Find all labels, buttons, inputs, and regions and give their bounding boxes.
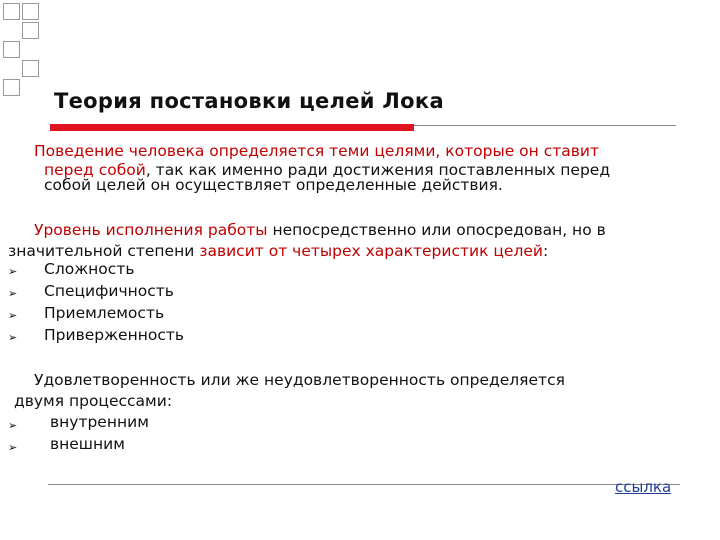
arrowhead-bullet-icon: ➢ bbox=[8, 309, 18, 322]
decor-square bbox=[22, 3, 39, 20]
para2-line2-start: значительной степени bbox=[8, 242, 200, 260]
decor-square bbox=[22, 60, 39, 77]
decor-square bbox=[3, 41, 20, 58]
arrowhead-bullet-icon: ➢ bbox=[8, 419, 18, 432]
link-reference[interactable]: ссылка bbox=[615, 478, 672, 496]
para3-line1: Удовлетворенность или же неудовлетворенность определяется bbox=[34, 371, 565, 389]
arrowhead-bullet-icon: ➢ bbox=[8, 441, 18, 454]
arrowhead-bullet-icon: ➢ bbox=[8, 265, 18, 278]
list-item: Приверженность bbox=[44, 326, 185, 344]
title-gray-line bbox=[414, 125, 676, 126]
list-item: Специфичность bbox=[44, 282, 174, 300]
para1-line2-text: , так как именно ради достижения поставленных перед bbox=[145, 161, 611, 179]
para1-red-phrase: перед собой bbox=[44, 161, 146, 179]
bottom-divider bbox=[48, 484, 680, 485]
arrowhead-bullet-icon: ➢ bbox=[8, 287, 18, 300]
para2-line2 bbox=[8, 240, 548, 262]
para2-red-phrase-2: зависит от четырех характеристик целей bbox=[199, 242, 543, 260]
decor-square bbox=[22, 22, 39, 39]
para3-line2: двумя процессами: bbox=[14, 392, 173, 410]
para2-line2-end: : bbox=[542, 242, 549, 260]
page-title: Теория постановки целей Лока bbox=[54, 89, 444, 113]
para2-line1-text: непосредственно или опосредован, но в bbox=[267, 221, 606, 239]
list-item: Приемлемость bbox=[44, 304, 165, 322]
title-red-bar bbox=[50, 124, 414, 131]
list-item: Сложность bbox=[44, 260, 135, 278]
arrowhead-bullet-icon: ➢ bbox=[8, 331, 18, 344]
para2-line1 bbox=[34, 219, 606, 241]
list-item: внутренним bbox=[50, 413, 149, 431]
list-item: внешним bbox=[50, 435, 125, 453]
para2-red-phrase: Уровень исполнения работы bbox=[34, 221, 268, 239]
decor-square bbox=[3, 3, 20, 20]
para1-line1: Поведение человека определяется теми целями, которые он ставит bbox=[34, 142, 600, 160]
decor-square bbox=[3, 79, 20, 96]
para1-line3: собой целей он осуществляет определенные действия. bbox=[44, 176, 503, 194]
